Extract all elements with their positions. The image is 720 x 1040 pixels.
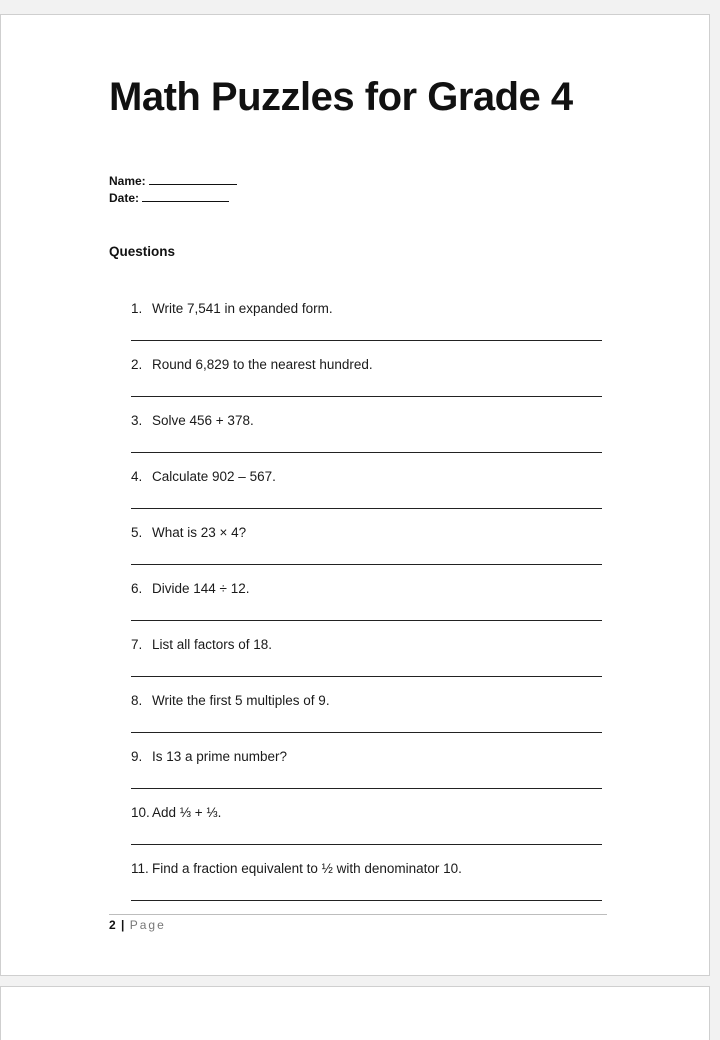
question-number: 6. — [131, 581, 143, 596]
answer-line — [131, 676, 602, 677]
footer-divider — [109, 914, 607, 915]
question-body: Divide 144 ÷ 12. — [152, 581, 250, 596]
question-text — [131, 693, 330, 708]
question-item — [131, 411, 603, 467]
question-text — [131, 301, 333, 316]
question-body: Calculate 902 – 567. — [152, 469, 276, 484]
question-text — [131, 861, 462, 876]
answer-line — [131, 508, 602, 509]
page-footer — [109, 918, 166, 932]
question-item — [131, 467, 603, 523]
question-item — [131, 691, 603, 747]
question-number: 10. — [131, 805, 150, 820]
page-number: 2 — [109, 918, 116, 932]
question-number: 5. — [131, 525, 143, 540]
question-text — [131, 469, 276, 484]
question-text — [131, 357, 373, 372]
question-number: 11. — [131, 861, 149, 876]
question-text — [131, 525, 246, 540]
question-item — [131, 803, 603, 859]
answer-line — [131, 844, 602, 845]
name-label: Name: — [109, 174, 146, 188]
date-label: Date: — [109, 191, 140, 205]
question-body: Solve 456 + 378. — [152, 413, 254, 428]
question-body: Write 7,541 in expanded form. — [152, 301, 333, 316]
question-number: 2. — [131, 357, 143, 372]
answer-line — [131, 900, 602, 901]
question-text — [131, 413, 254, 428]
answer-line — [131, 732, 602, 733]
question-item — [131, 299, 603, 355]
question-text — [131, 637, 272, 652]
date-row — [109, 190, 237, 207]
question-body: Round 6,829 to the nearest hundred. — [152, 357, 373, 372]
page-separator: | — [121, 918, 125, 932]
question-text — [131, 805, 221, 820]
question-item — [131, 635, 603, 691]
question-number: 7. — [131, 637, 143, 652]
answer-line — [131, 452, 602, 453]
question-item — [131, 523, 603, 579]
question-item — [131, 355, 603, 411]
question-list — [131, 299, 603, 915]
name-blank-line — [149, 173, 237, 185]
name-row — [109, 173, 237, 190]
question-body: Is 13 a prime number? — [152, 749, 288, 764]
page-label: Page — [129, 918, 166, 932]
question-body: Write the first 5 multiples of 9. — [152, 693, 330, 708]
question-number: 9. — [131, 749, 143, 764]
student-info — [109, 173, 237, 207]
question-text — [131, 749, 287, 764]
next-document-page — [0, 986, 710, 1040]
document-page — [0, 14, 710, 976]
answer-line — [131, 620, 602, 621]
question-number: 1. — [131, 301, 143, 316]
answer-line — [131, 564, 602, 565]
answer-line — [131, 396, 602, 397]
question-item — [131, 579, 603, 635]
question-number: 4. — [131, 469, 143, 484]
question-number: 3. — [131, 413, 143, 428]
question-number: 8. — [131, 693, 143, 708]
answer-line — [131, 788, 602, 789]
answer-line — [131, 340, 602, 341]
date-blank-line — [142, 190, 229, 202]
page-title: Math Puzzles for Grade 4 — [109, 75, 573, 119]
question-item — [131, 747, 603, 803]
question-body: Find a fraction equivalent to ½ with denominator 10. — [152, 861, 462, 876]
question-item — [131, 859, 603, 915]
section-heading: Questions — [109, 244, 176, 259]
question-body: List all factors of 18. — [152, 637, 273, 652]
question-body: Add ⅓ + ⅓. — [152, 805, 222, 820]
question-text — [131, 581, 249, 596]
question-body: What is 23 × 4? — [152, 525, 247, 540]
